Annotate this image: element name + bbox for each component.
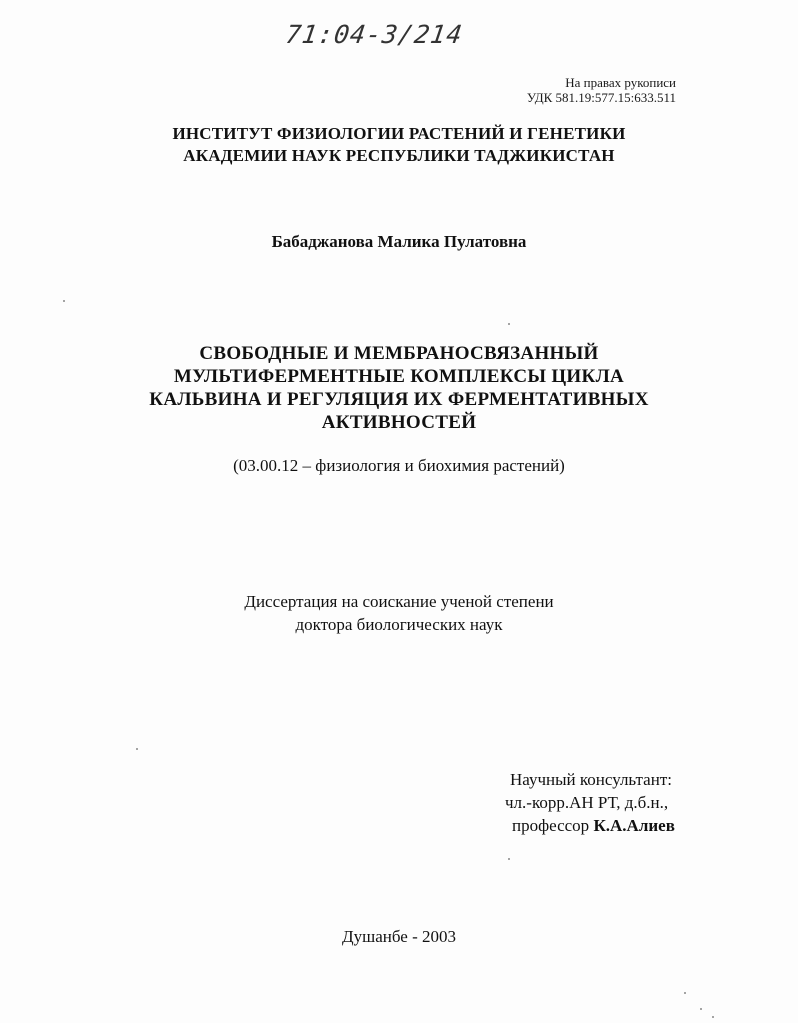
title-line-2: МУЛЬТИФЕРМЕНТНЫЕ КОМПЛЕКСЫ ЦИКЛА [173,366,625,387]
author-name: Бабаджанова Малика Пулатовна [271,232,527,251]
institute-line-2: АКАДЕМИИ НАУК РЕСПУБЛИКИ ТАДЖИКИСТАН [183,146,615,165]
title-line-4: АКТИВНОСТЕЙ [321,412,477,433]
udc-code: УДК 581.19:577.15:633.511 [526,90,676,105]
scan-speck [63,300,65,302]
archive-stamp-code: 71:04-3/214 [283,20,465,49]
institute-name [0,123,798,167]
consultant-name: К.А.Алиев [593,816,675,835]
specialty-code: (03.00.12 – физиология и биохимия растений) [233,456,565,475]
degree-line-2: доктора биологических наук [295,615,503,634]
scan-speck [712,1016,714,1018]
manuscript-rights-label: На правах рукописи [565,75,676,90]
dissertation-title [0,342,798,434]
title-line-1: СВОБОДНЫЕ И МЕМБРАНОСВЯЗАННЫЙ [199,343,599,364]
consultant-credentials: чл.-корр.АН РТ, д.б.н., [505,793,669,812]
scan-speck [508,858,510,860]
city-year: Душанбе - 2003 [342,927,456,946]
scan-speck [700,1008,702,1010]
title-line-3: КАЛЬВИНА И РЕГУЛЯЦИЯ ИХ ФЕРМЕНТАТИВНЫХ [149,389,649,410]
scan-speck [684,992,686,994]
manuscript-rights-block [527,75,676,105]
degree-line-1: Диссертация на соискание ученой степени [244,592,554,611]
degree-statement [0,590,798,636]
consultant-label: Научный консультант: [510,770,672,789]
institute-line-1: ИНСТИТУТ ФИЗИОЛОГИИ РАСТЕНИЙ И ГЕНЕТИКИ [172,124,626,143]
scan-speck [136,748,138,750]
scientific-consultant-block [505,768,675,837]
scan-speck [508,323,510,325]
consultant-position: профессор [512,816,590,835]
consultant-position-line [512,814,675,837]
